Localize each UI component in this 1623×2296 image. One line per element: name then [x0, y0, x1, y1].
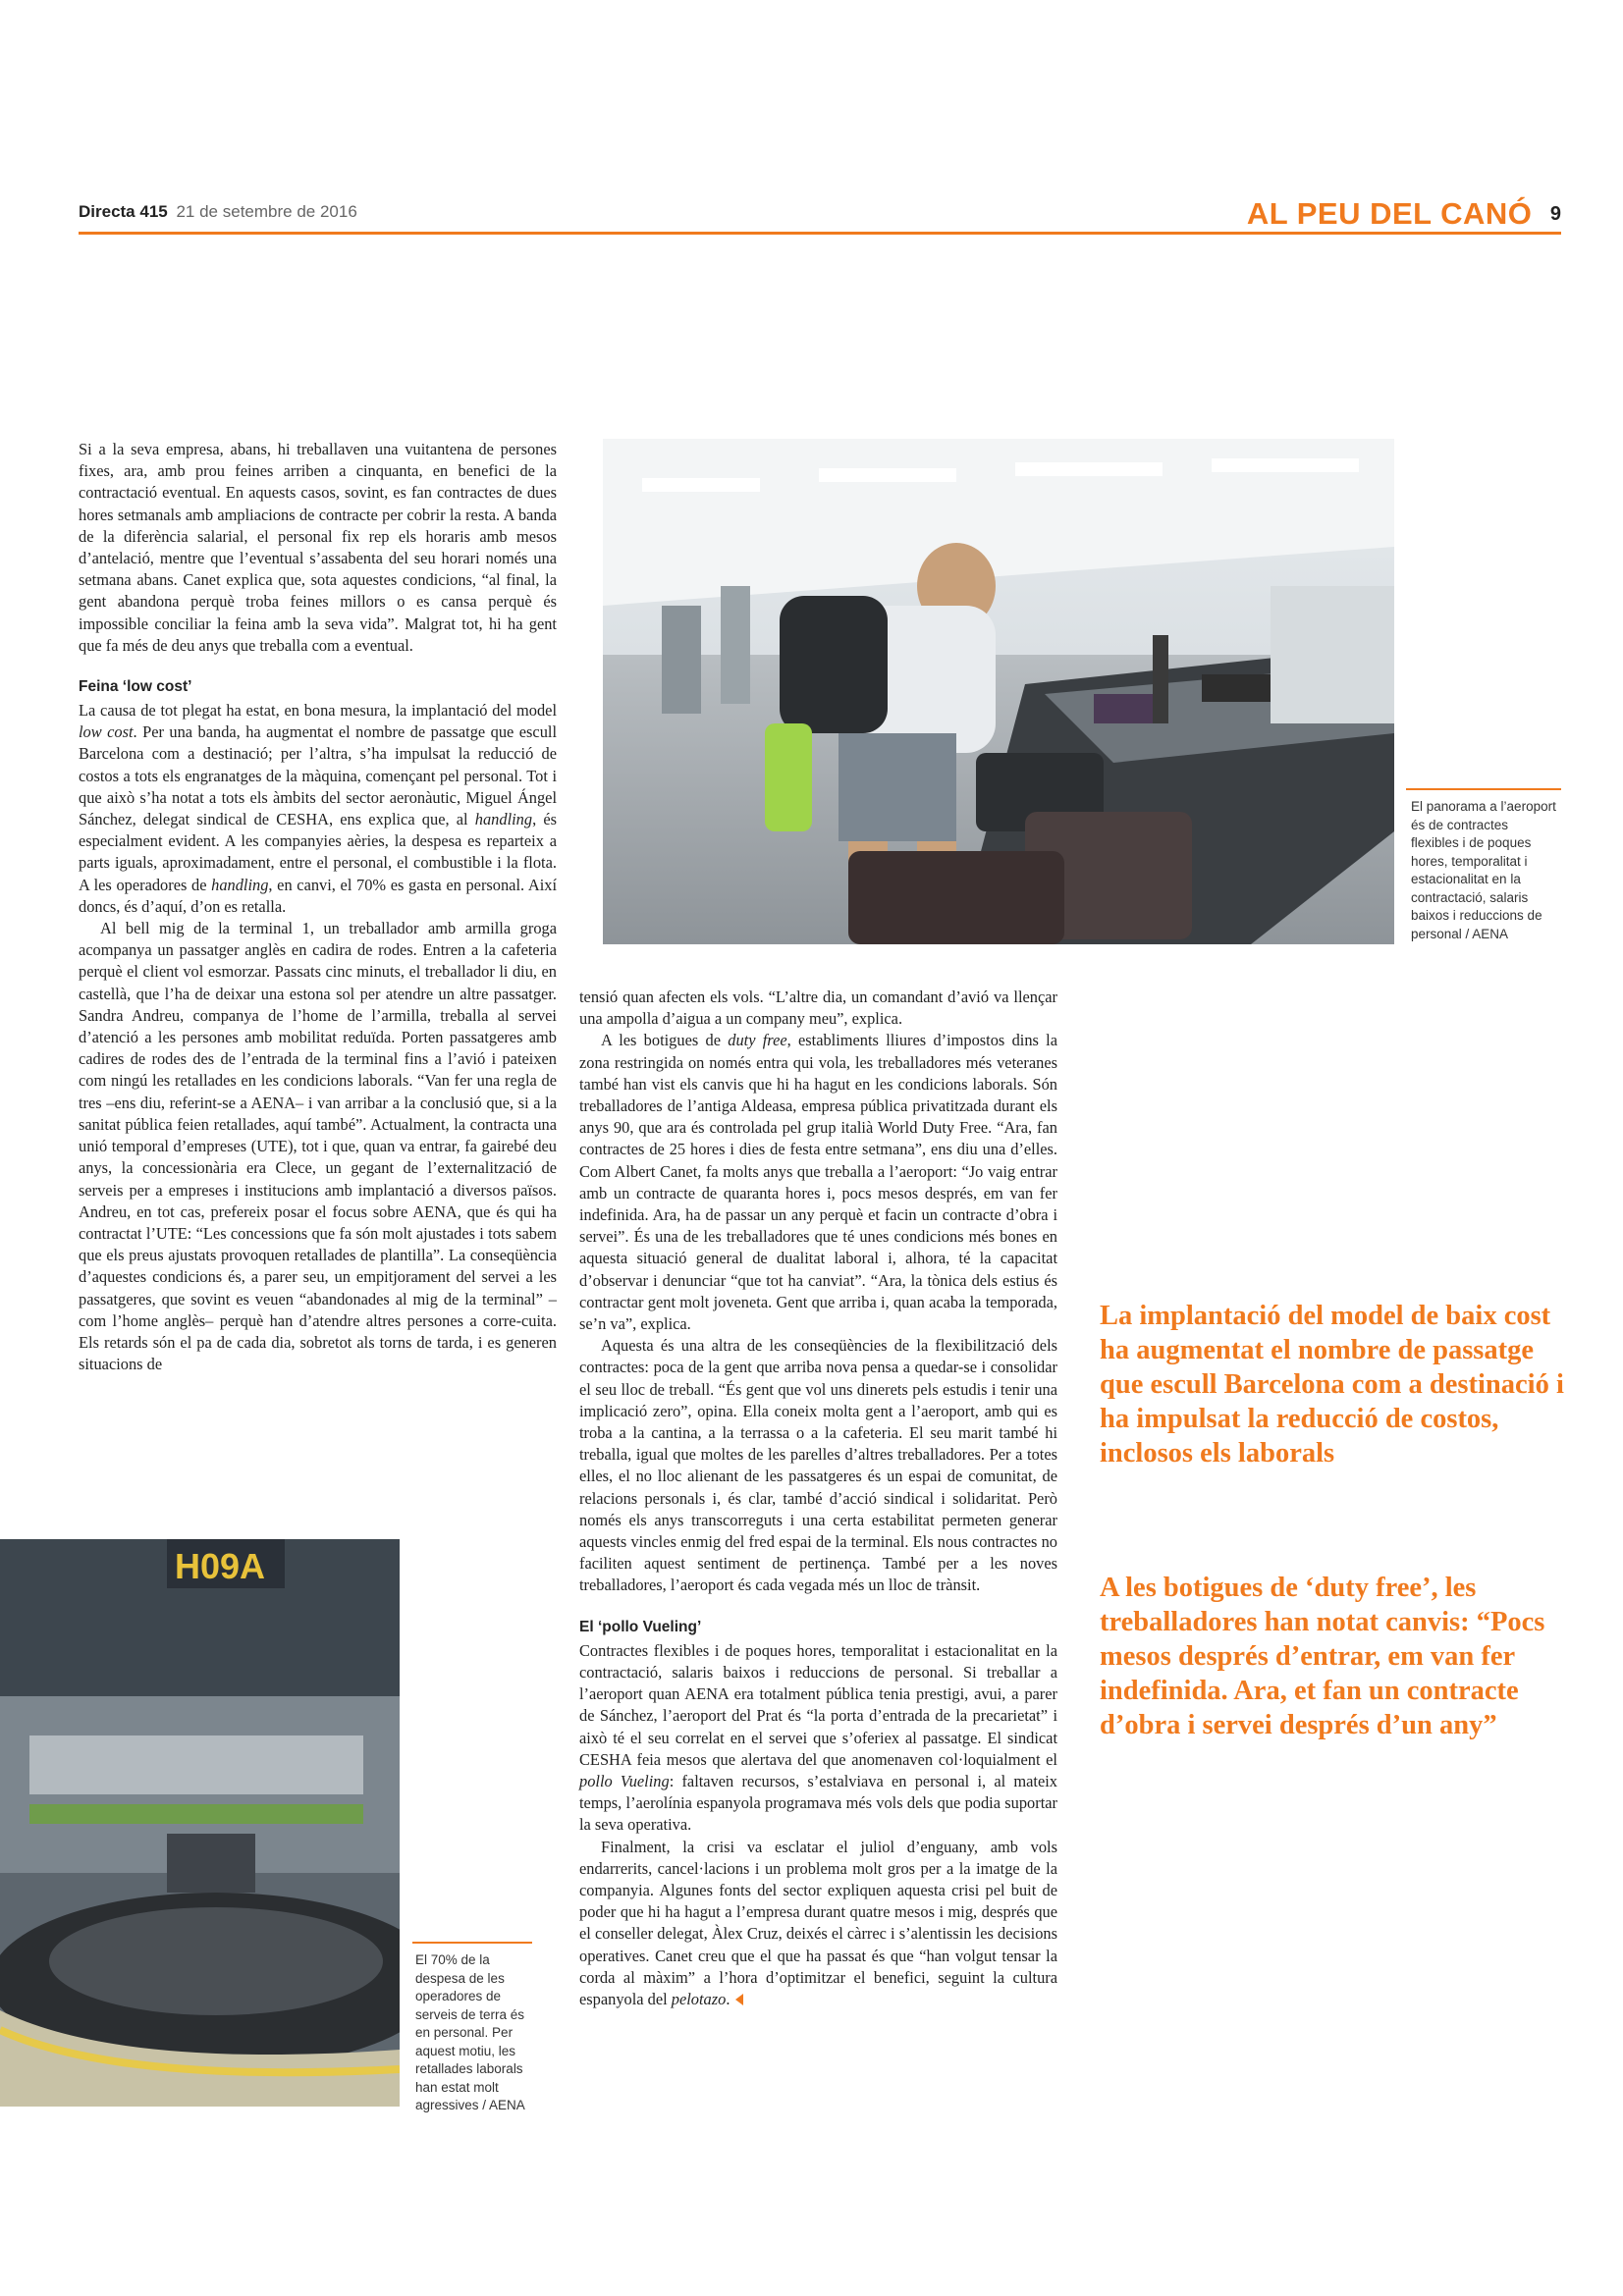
carousel-illustration	[0, 1539, 400, 2107]
caption-rule	[1406, 788, 1561, 790]
paragraph: Contractes flexibles i de poques hores, temporalitat i estacionalitat en la contractació, salaris baixos i reduccions de personal. Si treballar a l’aeroport quan AENA era totalment pública tenia prestigi, avui, a parer de Sánchez, l’aeroport del Prat és “la porta d’entrada de la precarietat” i això té el seu correlat en el servei que s’oferiex al passatge. El sindicat CESHA feia mesos que alertava del que anomenaven col·loquialment el pollo Vueling: faltaven recursos, s’estalviava en personal i, al mateix temps, l’aerolínia espanyola programava més vols dels que podia suportar la seva operativa.	[579, 1640, 1057, 1835]
article-column-2	[579, 987, 1057, 2010]
end-of-article-icon	[735, 1994, 743, 2005]
subheading: El ‘pollo Vueling’	[579, 1618, 702, 1635]
paragraph: Si a la seva empresa, abans, hi treballaven una vuitantena de persones fixes, ara, amb prou feines arriben a cinquanta, en benefici de la contractació eventual. En aquests casos, sovint, es fan contractes de dues hores setmanals amb ampliacions de contracte per cobrir la resta. A banda de la diferència salarial, el personal fix rep els horaris amb mesos d’antelació, mentre que l’eventual s’assabenta del seu horari només una setmana abans. Canet explica que, sota aquestes condicions, “al final, la gent abandona perquè troba feines millors o es cansa perquè és impossible conciliar la feina amb la seva vida”. Malgrat tot, hi ha gent que fa més de deu anys que treballa com a eventual.	[79, 440, 557, 655]
issue-date: 21 de setembre de 2016	[176, 202, 357, 221]
baggage-claim-illustration	[603, 439, 1394, 944]
section-info	[1247, 196, 1561, 232]
page-number: 9	[1549, 203, 1561, 225]
subheading: Feina ‘low cost’	[79, 678, 192, 696]
paragraph: A les botigues de duty free, establiments lliures d’impostos dins la zona restringida on només entra qui vola, les treballadores més veteranes també han vist els canvis que hi ha hagut en les condicions laborals. Són treballadores de l’antiga Aldeasa, empresa pública privatitzada durant els anys 90, que ara és controlada pel grup italià World Duty Free. “Ara, fan contractes de 25 hores i dies de festa entre setmana”, ens diu una d’elles. Com Albert Canet, fa molts anys que treballa a l’aeroport: “Jo vaig entrar amb un contracte de quaranta hores i, pocs mesos després, em van fer indefinida. Ara, ha de passar un any perquè et facin un contracte d’obra i servei”. És una de les treballadores que té unes condicions més bones en aquesta situació general de dualitat laboral i, alhora, té la capacitat d’observar i denunciar “que tot ha canviat”. “Ara, la tònica dels estius és contractar gent molt joveneta. Gent que arriba i, quan acaba la temporada, se’n va”, explica.	[579, 1031, 1057, 1334]
paragraph: Aquesta és una altra de les conseqüències de la flexibilització dels contractes: poca de la gent que arriba nova pensa a quedar-se i consolidar el seu lloc de treball. “És gent que vol uns dinerets pels estudis i tenir una implicació zero”, opina. Ella coneix molta gent a l’aeroport, amb qui es troba a la cantina, a la terrassa o a la cafeteria. El seu marit també hi treballa, igual que moltes de les parelles d’altres treballadores. Per a totes elles, el no lloc alienant de les passatgeres és un espai de comunitat, de relacions personals i, és clar, també d’acció sindical i solidaritat. Però només els anys transcorreguts i una certa estabilitat permeten generar aquests vincles enmig del fred espai de la terminal. Els nous contractes no faciliten aquest sentiment de pertinença. També per a les noves treballadores, l’aeroport és cada vegada més un lloc de trànsit.	[579, 1336, 1057, 1595]
paragraph: La causa de tot plegat ha estat, en bona mesura, la implantació del model low cost. Per una banda, ha augmentat el nombre de passatge que escull Barcelona com a destinació; per l’altra, s’ha impulsat la reducció de costos a tots els engranatges de la màquina, començant pel personal. Tot i que això s’ha notat a tots els àmbits del sector aeronàutic, Miguel Ángel Sánchez, delegat sindical de CESHA, ens explica que, al handling, és especialment evident. A les companyies aèries, la despesa es reparteix a parts iguals, aproximadament, entre el personal, el combustible i la flota. A les operadores de handling, en canvi, el 70% es gasta en personal. Així doncs, és d’aquí, d’on es retalla.	[79, 701, 558, 916]
publication-name: Directa 415	[79, 202, 168, 221]
paragraph: Al bell mig de la terminal 1, un treballador amb armilla groga acompanya un passatger anglès en cadira de rodes. Entren a la cafeteria perquè el client vol esmorzar. Passats cinc minuts, el treballador li diu, en castellà, que l’ha de deixar una estona sol per atendre un altre passatger. Sandra Andreu, companya de l’home de l’armilla, treballa al servei d’atenció a les persones amb mobilitat reduïda. Porten passatgeres amb cadires de rodes des de l’entrada de la terminal fins a l’avió i pateixen com ningú les retallades en les condicions laborals. “Van fer una regla de tres –ens diu, referint-se a AENA– i van arribar a la conclusió que, si a la sanitat pública feien retallades, aquí també”. Actualment, la contracta una unió temporal d’empreses (UTE), tot i que, quan va entrar, fa gairebé deu anys, la concessionària era Clece, un gegant de l’externalització de serveis per a empreses i institucions amb implantació a diversos països. Andreu, en tot cas, prefereix posar el focus sobre AENA, que és qui ha contractat l’UTE: “Les concessions que fa són molt ajustades i tots sabem que els preus ajustats provoquen retallades de plantilla”. La conseqüència d’aquestes condicions és, a parer seu, un empitjorament del servei a les passatgeres, que sovint es veuen “abandonades al mig de la terminal” –com l’home anglès– perquè han d’atendre altres persones a corre-cuita. Els retards són el pa de cada dia, sobretot als torns de tarda, i es generen situacions de	[79, 919, 557, 1374]
pull-quote-2: A les botigues de ‘duty free’, les treballadores han notat canvis: “Pocs mesos després d’entrar, em van fer indefinida. Ara, et fan un contracte d’obra i servei després d’un any”	[1100, 1573, 1545, 1740]
top-photo-caption: El panorama a l’aeroport és de contractes flexibles i de poques hores, temporalitat i estacionalitat en la contractació, salaris baixos i reduccions de personal / AENA	[1411, 799, 1556, 941]
section-title: AL PEU DEL CANÓ	[1246, 196, 1533, 231]
pull-quote-1: La implantació del model de baix cost ha augmentat el nombre de passatge que escull Barcelona com a destinació i ha impulsat la reducció de costos, inclosos els laborals	[1100, 1301, 1564, 1468]
paragraph: tensió quan afecten els vols. “L’altre dia, un comandant d’avió va llençar una ampolla d’aigua a un company meu”, explica.	[579, 988, 1057, 1029]
gate-sign: H09A	[175, 1546, 266, 1586]
publication-info	[79, 202, 357, 222]
page-header	[79, 196, 1561, 231]
baggage-carousel-photo	[0, 1539, 400, 2107]
airport-baggage-photo	[603, 439, 1394, 944]
article-column-1	[79, 439, 557, 1375]
bottom-photo-caption: El 70% de la despesa de les operadores de serveis de terra és en personal. Per aquest motiu, les retallades laborals han estat molt agressives / AENA	[415, 1952, 525, 2112]
paragraph: Finalment, la crisi va esclatar el juliol d’enguany, amb vols endarrerits, cancel·lacions i un problema molt gros per a la imatge de la companyia. Algunes fonts del sector expliquen aquesta crisi pel buit de poder que hi ha hagut a l’empresa durant quatre mesos i mig, després que el conseller delegat, Àlex Cruz, deixés el càrrec i s’alentissin les decisions operatives. Canet creu que el que ha passat és que “han volgut tensar la corda al màxim” a l’hora d’optimitzar el benefici, seguint la cultura espanyola del pelotazo.	[579, 1837, 1057, 2008]
caption-rule	[412, 1942, 532, 1944]
header-rule	[79, 232, 1561, 235]
